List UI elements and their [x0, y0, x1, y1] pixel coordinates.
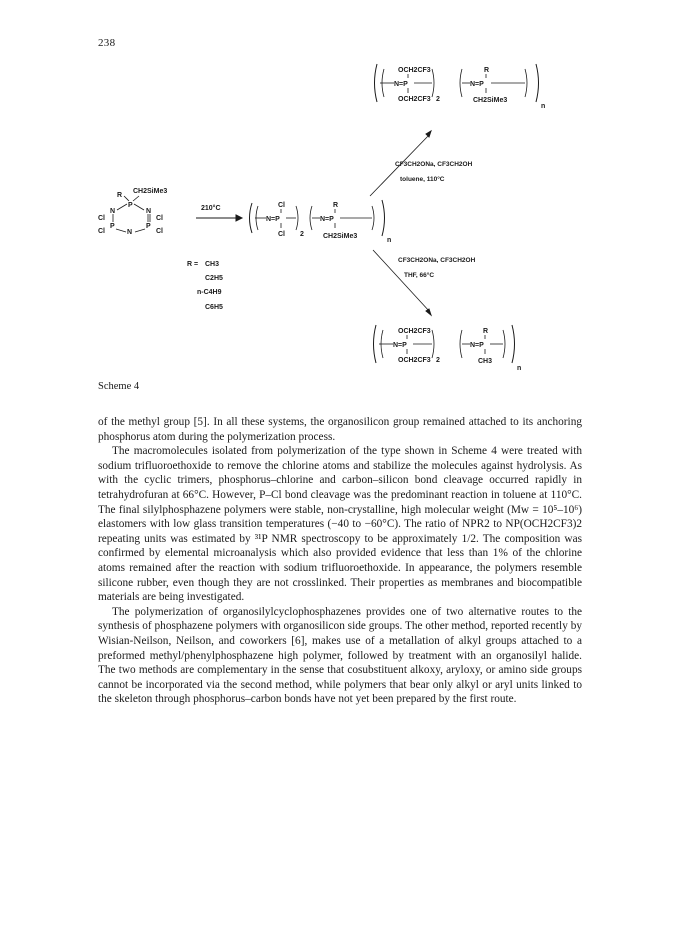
lower-reagent: CF3CH2ONa, CF3CH2OH	[398, 257, 476, 264]
lower-product-unit2-bottom: CH3	[478, 358, 493, 365]
paragraph-1: of the methyl group [5]. In all these systems, the organosilicon group remained attached to its anchoring phosphorus atom during the polymerization process.	[98, 416, 582, 443]
page-number: 238	[98, 37, 116, 49]
precursor-unit1-subscript: 2	[300, 231, 304, 238]
r-group-list	[187, 261, 223, 311]
upper-solvent: toluene, 110°C	[400, 176, 445, 183]
monomer-p-top: P	[128, 202, 133, 209]
upper-product-unit1-top: OCH2CF3	[398, 67, 431, 74]
polymerization-temperature: 210°C	[201, 205, 221, 212]
monomer-r-label: R	[117, 192, 123, 199]
precursor-unit2-backbone: N=P	[320, 216, 334, 223]
r-group-prefix: R =	[187, 261, 199, 268]
upper-product-unit1-backbone: N=P	[394, 81, 408, 88]
precursor-unit1-top: Cl	[278, 202, 285, 209]
lower-reaction-arrow	[373, 250, 476, 315]
upper-product-unit1-bottom: OCH2CF3	[398, 96, 431, 103]
upper-product-polymer	[375, 64, 546, 110]
paragraph-3: The polymerization of organosilylcyclophosphazenes provides one of two alternative routes to the synthesis of phosphazene polymers with organosilicon side groups. The other method, reported recently by Wisian-Neilson, Neilson, and coworkers [6], makes use of a metallation of alkyl groups attached to a preformed methyl/phenylphosphazene high polymer, followed by treatment with an organosilyl halide. The two methods are complementary in the sense that cosubstituent alkoxy, aryloxy, or amino side groups cannot be incorporated via the second method, while polymers that bear only alkyl or aryl units linked to the skeleton through phosphorus–carbon bonds have not yet been prepared by the first route.	[98, 605, 582, 706]
cyclophosphazene-monomer	[98, 188, 167, 236]
monomer-cl-1: Cl	[98, 215, 105, 222]
lower-solvent: THF, 66°C	[404, 272, 435, 279]
upper-product-unit1-subscript: 2	[436, 96, 440, 103]
monomer-n-right: N	[146, 208, 152, 215]
monomer-cl-3: Cl	[156, 215, 163, 222]
lower-product-unit1-backbone: N=P	[393, 342, 407, 349]
precursor-subscript-n: n	[387, 237, 392, 244]
upper-product-unit2-top: R	[484, 67, 490, 74]
precursor-unit2-bottom: CH2SiMe3	[323, 233, 358, 240]
precursor-unit1-backbone: N=P	[266, 216, 280, 223]
upper-product-unit2-backbone: N=P	[470, 81, 484, 88]
upper-product-subscript-n: n	[541, 103, 546, 110]
precursor-unit2-top: R	[333, 202, 339, 209]
monomer-p-right: P	[146, 223, 151, 230]
lower-product-subscript-n: n	[517, 365, 522, 372]
lower-product-unit2-backbone: N=P	[470, 342, 484, 349]
body-text	[98, 415, 582, 707]
precursor-unit1-bottom: Cl	[278, 231, 285, 238]
upper-reagent: CF3CH2ONa, CF3CH2OH	[395, 161, 473, 168]
upper-reaction-arrow	[370, 131, 473, 196]
monomer-n-bottom: N	[127, 229, 133, 236]
upper-product-unit2-bottom: CH2SiMe3	[473, 97, 508, 104]
lower-product-unit1-subscript: 2	[436, 357, 440, 364]
reaction-scheme	[0, 0, 680, 410]
r-group-c6h5: C6H5	[205, 304, 223, 311]
precursor-polymer	[250, 200, 392, 244]
paragraph-2: The macromolecules isolated from polymerization of the type shown in Scheme 4 were treated with sodium trifluoroethoxide to remove the chlorine atoms and stabilize the molecules against hydrolysis. As with the cyclic trimers, phosphorus–chlorine and carbon–silicon bond cleavage occurred rapidly in tetrahydrofuran at 66°C. However, P–Cl bond cleavage was the predominant reaction in toluene at 110°C. The final silylphosphazene polymers were stable, non-crystalline, high molecular weight (Mw = 10⁵–10⁶) elastomers with low glass transition temperatures (−40 to −60°C). The ratio of NPR2 to NP(OCH2CF3)2 repeating units was estimated by ³¹P NMR spectroscopy to be approximately 1/2. The composition was confirmed by elemental microanalysis which also provided evidence that less than 1% of the chlorine atoms remained after the reaction with sodium trifluoroethoxide. In appearance, the polymers resemble silicone rubber, even though they are not crosslinked. Their properties as membranes and biocompatible materials are being investigated.	[98, 445, 582, 604]
r-group-nbutyl: n-C4H9	[197, 289, 222, 296]
monomer-ch2sime3-label: CH2SiMe3	[133, 188, 168, 195]
lower-product-unit1-top: OCH2CF3	[398, 328, 431, 335]
r-group-c2h5: C2H5	[205, 275, 223, 282]
scheme-caption: Scheme 4	[98, 381, 140, 392]
r-group-ch3: CH3	[205, 261, 220, 268]
monomer-cl-2: Cl	[98, 228, 105, 235]
lower-product-unit2-top: R	[483, 328, 489, 335]
monomer-n-left: N	[110, 208, 116, 215]
monomer-p-left: P	[110, 223, 115, 230]
lower-product-unit1-bottom: OCH2CF3	[398, 357, 431, 364]
polymerization-arrow	[196, 204, 242, 221]
lower-product-polymer	[374, 325, 522, 372]
monomer-cl-4: Cl	[156, 228, 163, 235]
